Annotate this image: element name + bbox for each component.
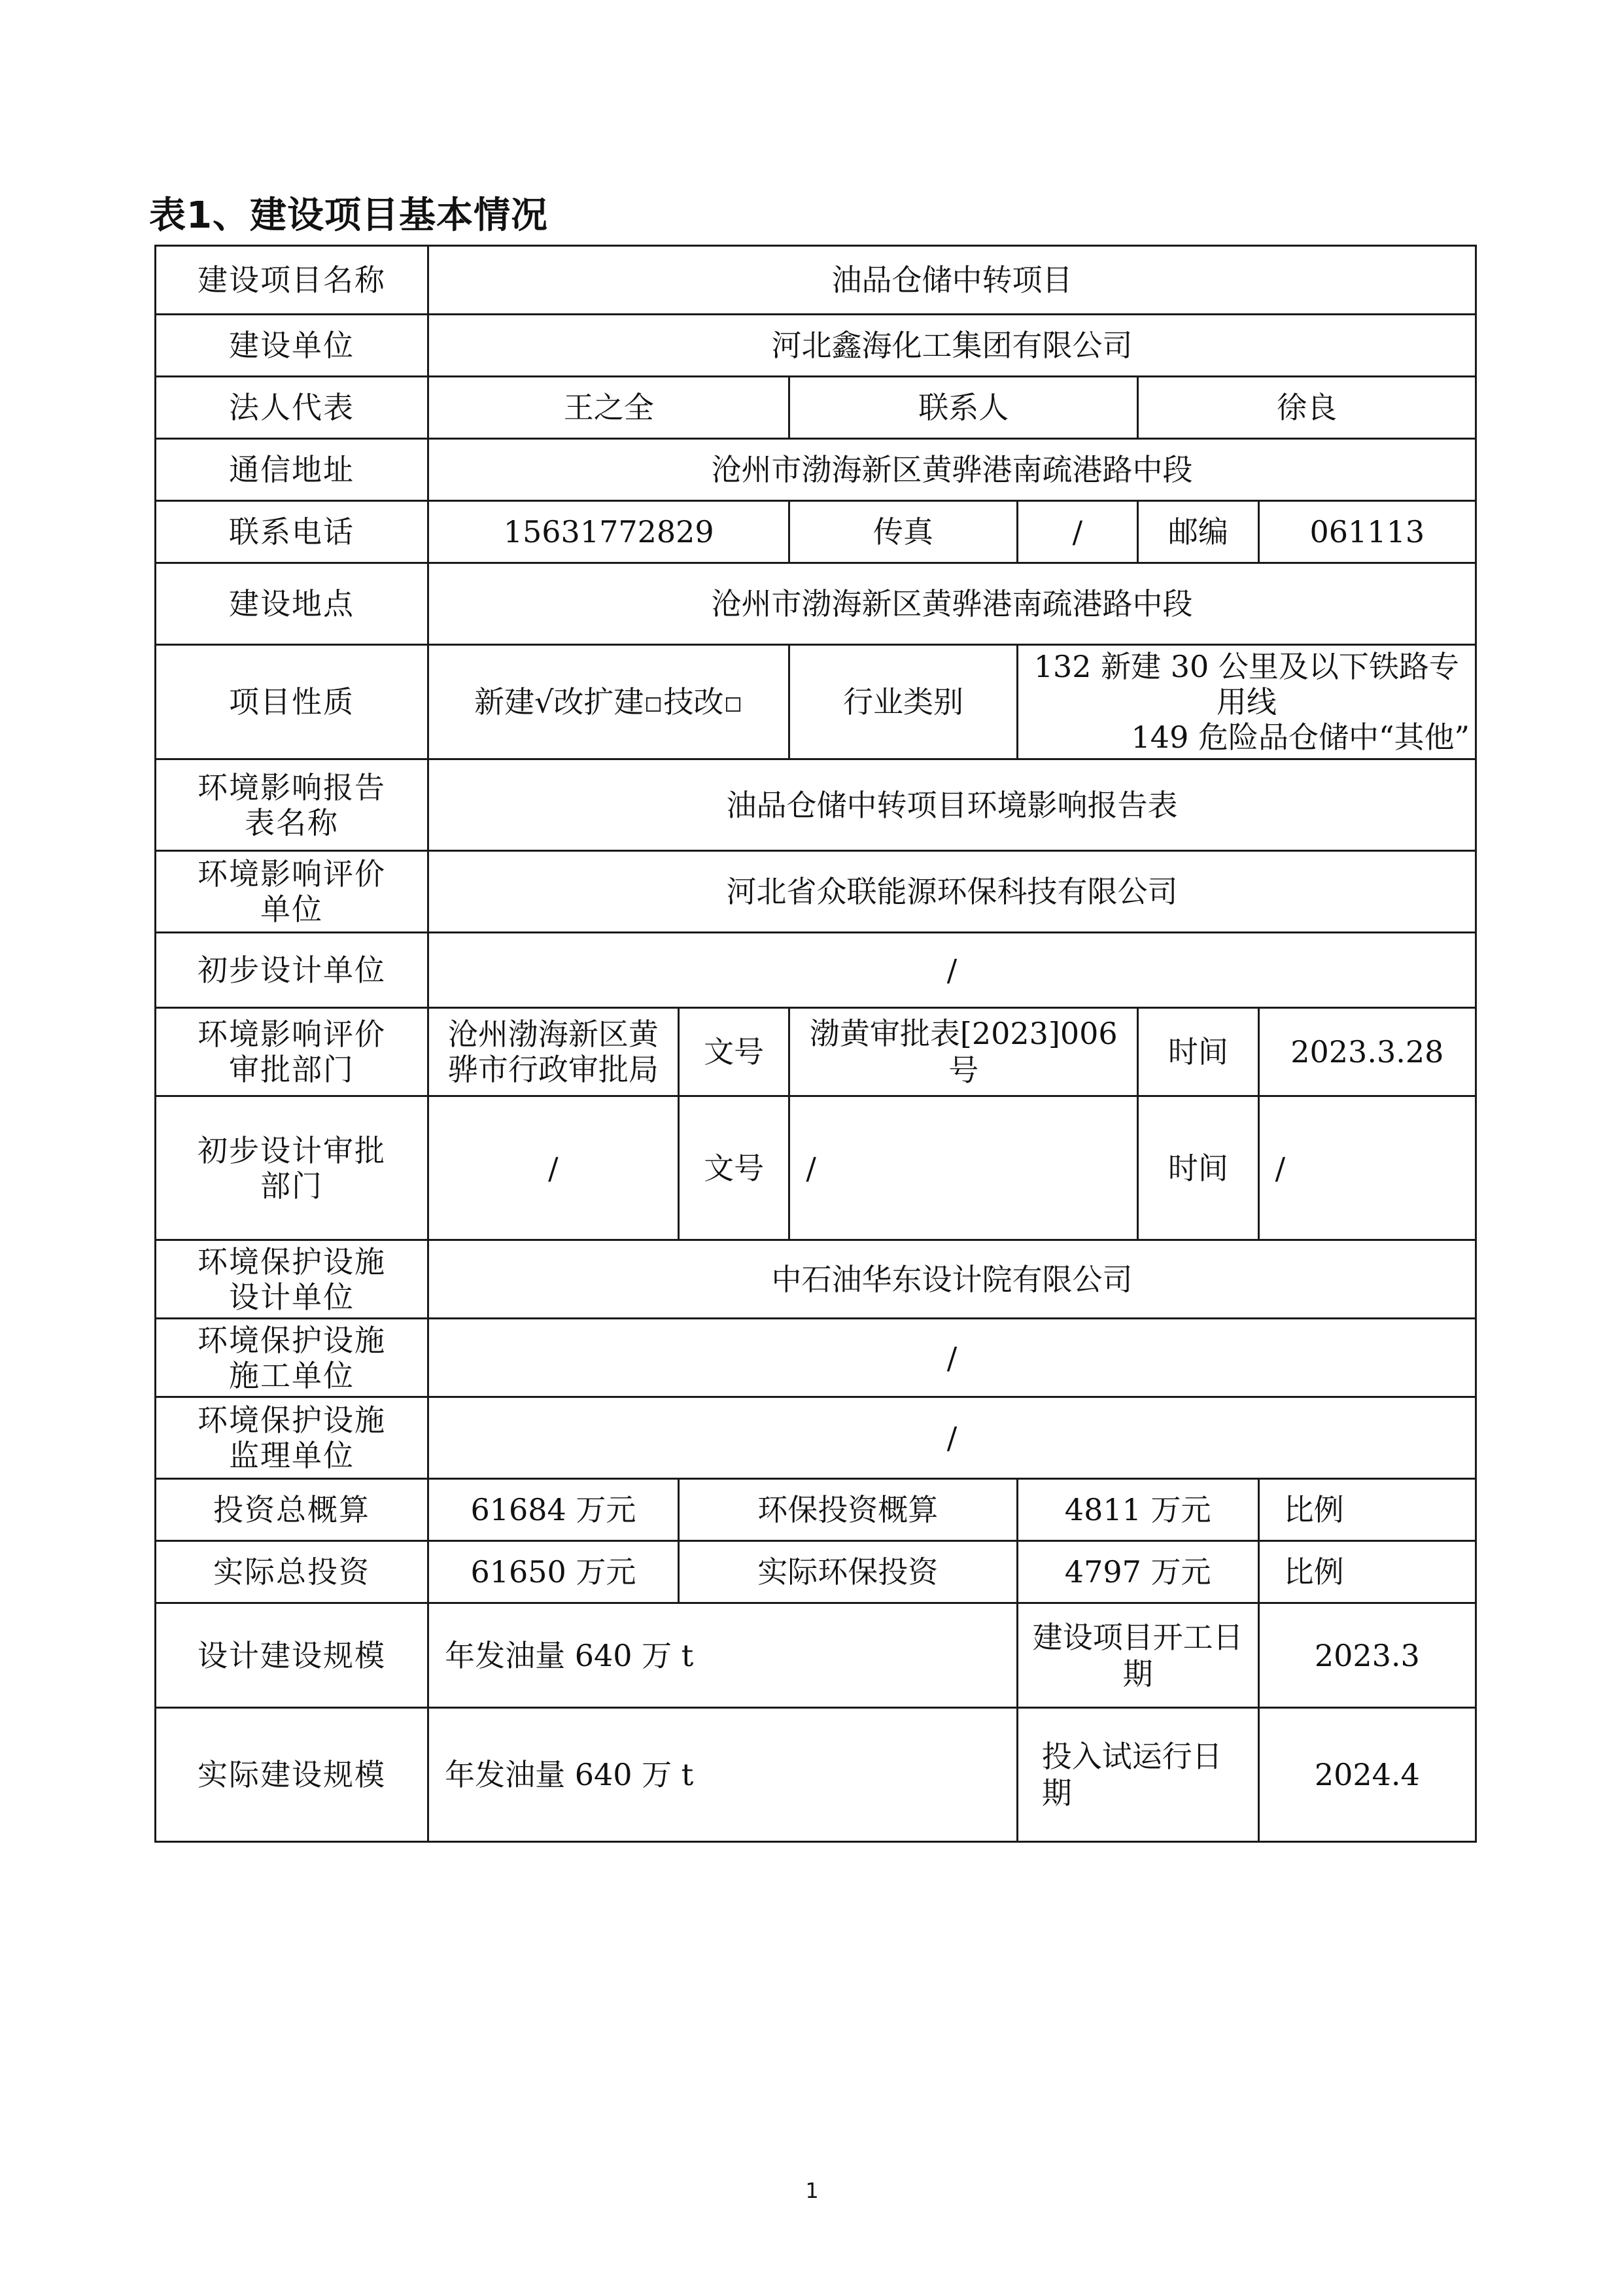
row-env-supervise [156,1397,1476,1479]
prelim-doc-value: / [789,1096,1138,1240]
actual-ratio-label: 比例 [1283,1554,1344,1590]
industry-line-1: 132 新建 30 公里及以下铁路专用线 [1033,649,1459,720]
nature-options [428,645,789,759]
eia-unit-label-line2: 单位 [260,892,324,927]
env-actual-label: 实际环保投资 [678,1541,1017,1603]
invest-budget-label: 投资总概算 [156,1479,428,1541]
env-supervise-label-line1: 环境保护设施 [198,1402,387,1438]
page-number: 1 [805,2178,819,2203]
eia-approval-label-line1: 环境影响评价 [198,1017,387,1052]
design-scale-label: 设计建设规模 [156,1603,428,1708]
nature-label: 项目性质 [156,645,428,759]
eia-time-label: 时间 [1138,1008,1258,1096]
prelim-design-label: 初步设计单位 [156,933,428,1008]
contact-label: 联系人 [789,377,1138,439]
env-construct-label-line1: 环境保护设施 [198,1322,387,1358]
eia-approval-dept-line1: 沧州渤海新区黄 [447,1017,659,1052]
industry-value [1017,645,1476,759]
invest-actual-value: 61650 万元 [428,1541,679,1603]
row-design-scale [156,1603,1476,1708]
prelim-time-label: 时间 [1138,1096,1258,1240]
prelim-time-value: / [1258,1096,1476,1240]
eia-approval-label [156,1008,428,1096]
row-eia-report [156,759,1476,851]
row-site [156,563,1476,645]
option-new-built: 新建√ [474,684,554,720]
budget-ratio-cell [1258,1479,1476,1541]
row-actual-scale [156,1708,1476,1842]
row-address [156,439,1476,501]
env-design-label-line1: 环境保护设施 [198,1244,387,1279]
env-supervise-label [156,1397,428,1479]
row-env-construct [156,1319,1476,1397]
trial-date-value: 2024.4 [1258,1708,1476,1842]
builder-label: 建设单位 [156,315,428,377]
row-env-design [156,1240,1476,1319]
start-date-value: 2023.3 [1258,1603,1476,1708]
eia-unit-label-line1: 环境影响评价 [198,856,387,892]
fax-value: / [1017,501,1137,563]
prelim-approval-label-line1: 初步设计审批 [198,1132,387,1168]
env-actual-value: 4797 万元 [1017,1541,1258,1603]
fax-label: 传真 [789,501,1017,563]
env-supervise-value: / [428,1397,1476,1479]
row-nature [156,645,1476,759]
env-budget-value: 4811 万元 [1017,1479,1258,1541]
option-tech: 技改 [663,684,724,720]
row-legal [156,377,1476,439]
row-eia-approval [156,1008,1476,1096]
address-value: 沧州市渤海新区黄骅港南疏港路中段 [428,439,1476,501]
legal-value: 王之全 [428,377,789,439]
row-eia-unit [156,851,1476,933]
project-info-table [154,245,1477,1843]
project-name-value: 油品仓储中转项目 [428,246,1476,315]
eia-approval-dept-line2: 骅市行政审批局 [447,1052,659,1087]
legal-label: 法人代表 [156,377,428,439]
site-value: 沧州市渤海新区黄骅港南疏港路中段 [428,563,1476,645]
industry-label: 行业类别 [789,645,1017,759]
row-project-name [156,246,1476,315]
row-phone [156,501,1476,563]
env-construct-label-line2: 施工单位 [229,1357,355,1393]
checkbox-icon [646,697,661,712]
eia-doc-label: 文号 [678,1008,789,1096]
prelim-approval-dept: / [428,1096,679,1240]
project-name-label: 建设项目名称 [156,246,428,315]
eia-report-label-line2: 表名称 [245,805,339,841]
page-title: 表1、建设项目基本情况 [149,194,548,237]
eia-report-label [156,759,428,851]
address-label: 通信地址 [156,439,428,501]
budget-ratio-label: 比例 [1283,1492,1344,1527]
postcode-value: 061113 [1258,501,1476,563]
env-design-label [156,1240,428,1319]
prelim-doc-label: 文号 [678,1096,789,1240]
eia-approval-label-line2: 审批部门 [229,1052,355,1087]
eia-approval-dept [428,1008,679,1096]
builder-value: 河北鑫海化工集团有限公司 [428,315,1476,377]
eia-time-value: 2023.3.28 [1258,1008,1476,1096]
row-invest-actual [156,1541,1476,1603]
env-budget-label: 环保投资概算 [678,1479,1017,1541]
eia-unit-value: 河北省众联能源环保科技有限公司 [428,851,1476,933]
eia-report-value: 油品仓储中转项目环境影响报告表 [428,759,1476,851]
eia-report-label-line1: 环境影响报告 [198,769,387,805]
checkbox-icon [726,697,740,712]
postcode-label: 邮编 [1138,501,1258,563]
eia-doc-value: 渤黄审批表[2023]006 号 [789,1008,1138,1096]
phone-label: 联系电话 [156,501,428,563]
env-construct-label [156,1319,428,1397]
row-prelim-design [156,933,1476,1008]
site-label: 建设地点 [156,563,428,645]
eia-unit-label [156,851,428,933]
prelim-design-value: / [428,933,1476,1008]
invest-actual-label: 实际总投资 [156,1541,428,1603]
row-prelim-approval [156,1096,1476,1240]
env-design-label-line2: 设计单位 [229,1279,355,1315]
actual-ratio-cell [1258,1541,1476,1603]
option-expand: 改扩建 [553,684,644,720]
trial-date-label: 投入试运行日期 [1017,1708,1258,1842]
actual-scale-label: 实际建设规模 [156,1708,428,1842]
industry-line-2: 149 危险品仓储中“其他” [1131,720,1470,755]
contact-value: 徐良 [1138,377,1476,439]
design-scale-value: 年发油量 640 万 t [428,1603,1018,1708]
env-construct-value: / [428,1319,1476,1397]
row-builder [156,315,1476,377]
invest-budget-value: 61684 万元 [428,1479,679,1541]
prelim-approval-label-line2: 部门 [260,1168,324,1204]
prelim-approval-label [156,1096,428,1240]
phone-value: 15631772829 [428,501,789,563]
actual-scale-value: 年发油量 640 万 t [428,1708,1018,1842]
env-supervise-label-line2: 监理单位 [229,1438,355,1473]
row-invest-budget [156,1479,1476,1541]
env-design-value: 中石油华东设计院有限公司 [428,1240,1476,1319]
start-date-label: 建设项目开工日期 [1017,1603,1258,1708]
